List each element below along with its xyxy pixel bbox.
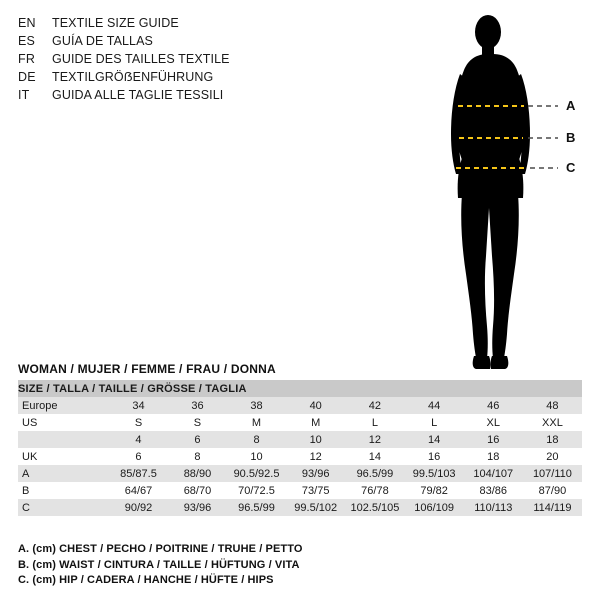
cell-us-4: M [286,414,345,431]
cell-c-1: 90/92 [109,499,168,516]
cell-b-5: 76/78 [345,482,404,499]
cell-europe-2: 36 [168,397,227,414]
silhouette-icon [451,15,530,369]
cell-a-4: 93/96 [286,465,345,482]
cell-usnum-1: 4 [109,431,168,448]
size-table [18,380,582,516]
table-row [18,414,582,431]
language-header-block [18,14,318,104]
cell-a-8: 107/110 [523,465,582,482]
cell-c-8: 114/119 [523,499,582,516]
cell-usnum-4: 10 [286,431,345,448]
language-text-it: GUIDA ALLE TAGLIE TESSILI [52,88,224,102]
cell-b-7: 83/86 [464,482,523,499]
cell-c-5: 102.5/105 [345,499,404,516]
cell-usnum-7: 16 [464,431,523,448]
cell-europe-8: 48 [523,397,582,414]
cell-a-7: 104/107 [464,465,523,482]
cell-europe-1: 34 [109,397,168,414]
cell-europe-5: 42 [345,397,404,414]
cell-uk-2: 8 [168,448,227,465]
row-label-a: A [18,465,109,482]
cell-usnum-2: 6 [168,431,227,448]
cell-uk-8: 20 [523,448,582,465]
cell-c-6: 106/109 [405,499,464,516]
marker-a-label: A [566,98,576,113]
cell-uk-5: 14 [345,448,404,465]
female-silhouette-figure [400,8,600,378]
cell-europe-3: 38 [227,397,286,414]
cell-b-2: 68/70 [168,482,227,499]
cell-a-1: 85/87.5 [109,465,168,482]
cell-usnum-5: 12 [345,431,404,448]
cell-us-2: S [168,414,227,431]
cell-a-2: 88/90 [168,465,227,482]
measurement-legend [18,542,578,589]
table-row [18,499,582,516]
row-label-us-numeric [18,431,109,448]
cell-a-3: 90.5/92.5 [227,465,286,482]
cell-us-6: L [405,414,464,431]
cell-b-6: 79/82 [405,482,464,499]
language-code-de: DE [18,70,36,84]
table-header-row [18,380,582,397]
row-label-uk: UK [18,448,109,465]
cell-us-8: XXL [523,414,582,431]
table-header-label: SIZE / TALLA / TAILLE / GRÖSSE / TAGLIA [18,380,582,397]
cell-usnum-8: 18 [523,431,582,448]
language-row-fr [18,50,318,68]
language-text-fr: GUIDE DES TAILLES TEXTILE [52,52,230,66]
row-label-c: C [18,499,109,516]
language-row-it [18,86,318,104]
size-table-wrapper [18,380,582,516]
cell-c-3: 96.5/99 [227,499,286,516]
language-row-de [18,68,318,86]
table-row [18,431,582,448]
cell-c-4: 99.5/102 [286,499,345,516]
legend-line-a: A. (cm) CHEST / PECHO / POITRINE / TRUHE / PETTO [18,543,303,555]
cell-europe-7: 46 [464,397,523,414]
table-row [18,465,582,482]
cell-a-5: 96.5/99 [345,465,404,482]
cell-us-5: L [345,414,404,431]
language-code-fr: FR [18,52,36,66]
cell-europe-4: 40 [286,397,345,414]
cell-b-1: 64/67 [109,482,168,499]
table-row [18,482,582,499]
language-text-en: TEXTILE SIZE GUIDE [52,16,179,30]
cell-b-3: 70/72.5 [227,482,286,499]
cell-usnum-3: 8 [227,431,286,448]
cell-us-3: M [227,414,286,431]
cell-us-1: S [109,414,168,431]
row-label-europe: Europe [18,397,109,414]
cell-uk-4: 12 [286,448,345,465]
cell-c-7: 110/113 [464,499,523,516]
cell-uk-7: 18 [464,448,523,465]
cell-usnum-6: 14 [405,431,464,448]
marker-c-label: C [566,160,576,175]
legend-line-b: B. (cm) WAIST / CINTURA / TAILLE / HÜFTUNG / VITA [18,558,300,571]
language-text-de: TEXTILGRÖẞENFÜHRUNG [52,70,214,84]
cell-us-7: XL [464,414,523,431]
section-title-woman: WOMAN / MUJER / FEMME / FRAU / DONNA [18,362,276,376]
row-label-b: B [18,482,109,499]
cell-europe-6: 44 [405,397,464,414]
table-row [18,397,582,414]
cell-b-4: 73/75 [286,482,345,499]
language-row-en [18,14,318,32]
cell-b-8: 87/90 [523,482,582,499]
cell-uk-1: 6 [109,448,168,465]
row-label-us: US [18,414,109,431]
cell-uk-6: 16 [405,448,464,465]
language-text-es: GUÍA DE TALLAS [52,34,153,48]
marker-b-label: B [566,130,576,145]
language-code-en: EN [18,16,36,30]
language-code-es: ES [18,34,36,48]
legend-line-c: C. (cm) HIP / CADERA / HANCHE / HÜFTE / HIPS [18,574,274,586]
cell-a-6: 99.5/103 [405,465,464,482]
table-row [18,448,582,465]
language-code-it: IT [18,88,30,102]
cell-c-2: 93/96 [168,499,227,516]
cell-uk-3: 10 [227,448,286,465]
language-row-es [18,32,318,50]
